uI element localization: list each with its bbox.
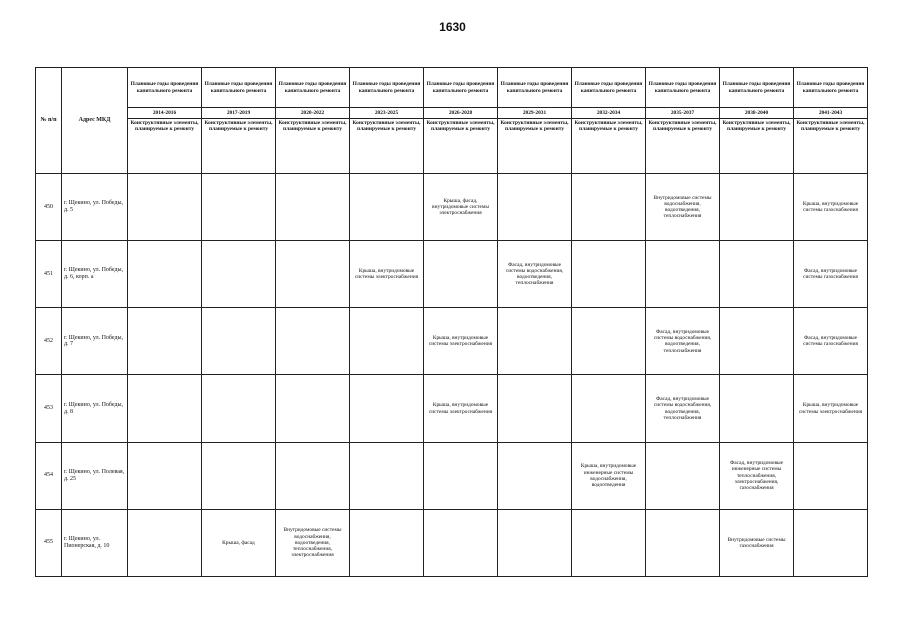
table-cell	[720, 308, 794, 375]
header-elements-5: Конструктивные элементы, планируемые к ремонту	[424, 119, 498, 174]
table-cell	[424, 509, 498, 576]
table-cell: Фасад, внутридомовые инженерные системы теплоснабжения, электроснабжения, газоснабжения	[720, 442, 794, 509]
row-address: г. Щекино, ул. Победы, д. 5	[62, 174, 128, 241]
table-cell	[424, 442, 498, 509]
table-cell: Крыша, внутридомовые системы электроснабжения	[424, 308, 498, 375]
header-address: Адрес МКД	[62, 68, 128, 174]
header-row-planned	[36, 68, 868, 108]
header-elements-1: Конструктивные элементы, планируемые к ремонту	[128, 119, 202, 174]
header-elements-9: Конструктивные элементы, планируемые к ремонту	[720, 119, 794, 174]
table-cell	[646, 442, 720, 509]
header-row-periods	[36, 108, 868, 119]
table-cell	[276, 241, 350, 308]
table-cell	[128, 375, 202, 442]
table-cell	[720, 174, 794, 241]
table-cell	[498, 442, 572, 509]
table-cell: Фасад, внутридомовые системы водоснабжения, водоотведения, теплоснабжения	[646, 308, 720, 375]
row-number: 455	[36, 509, 62, 576]
header-period-7: 2032-2034	[572, 108, 646, 119]
table-cell	[424, 241, 498, 308]
table-cell	[720, 241, 794, 308]
table-row	[36, 241, 868, 308]
row-number: 453	[36, 375, 62, 442]
header-period-5: 2026-2028	[424, 108, 498, 119]
table-cell	[350, 442, 424, 509]
row-number: 450	[36, 174, 62, 241]
table-cell	[646, 509, 720, 576]
row-address: г. Щекино, ул. Победы, д. 7	[62, 308, 128, 375]
header-period-1: 2014-2016	[128, 108, 202, 119]
header-period-10: 2041-2043	[794, 108, 868, 119]
table-cell: Фасад, внутридомовые системы водоснабжения, водоотведения, теплоснабжения	[498, 241, 572, 308]
row-number: 454	[36, 442, 62, 509]
table-cell	[572, 241, 646, 308]
table-row	[36, 174, 868, 241]
header-period-9: 2038-2040	[720, 108, 794, 119]
header-elements-8: Конструктивные элементы, планируемые к ремонту	[646, 119, 720, 174]
table-cell	[794, 509, 868, 576]
table-cell	[498, 308, 572, 375]
header-planned-3: Плановые годы проведения капитального ремонта	[276, 68, 350, 108]
table-cell	[572, 174, 646, 241]
table-cell	[128, 509, 202, 576]
page-number: 1630	[439, 20, 466, 34]
table-cell	[128, 308, 202, 375]
table-cell: Крыша, внутридомовые системы электроснабжения	[350, 241, 424, 308]
table-cell	[350, 174, 424, 241]
row-address: г. Щекино, ул. Победы, д. 6, корп. а	[62, 241, 128, 308]
table-cell	[202, 442, 276, 509]
header-planned-1: Плановые годы проведения капитального ремонта	[128, 68, 202, 108]
header-planned-10: Плановые годы проведения капитального ремонта	[794, 68, 868, 108]
header-planned-7: Плановые годы проведения капитального ремонта	[572, 68, 646, 108]
table-cell: Крыша, внутридомовые системы электроснабжения	[794, 375, 868, 442]
header-period-2: 2017-2019	[202, 108, 276, 119]
table-cell	[350, 308, 424, 375]
table-cell: Крыша, фасад, внутридомовые системы электроснабжения	[424, 174, 498, 241]
table-cell	[276, 174, 350, 241]
header-num: № п/п	[36, 68, 62, 174]
header-elements-6: Конструктивные элементы, планируемые к ремонту	[498, 119, 572, 174]
table-cell: Крыша, внутридомовые системы газоснабжения	[794, 174, 868, 241]
table-cell	[498, 509, 572, 576]
table-cell	[276, 442, 350, 509]
row-address: г. Щекино, ул. Победы, д. 8	[62, 375, 128, 442]
table-cell	[128, 241, 202, 308]
header-period-6: 2029-2031	[498, 108, 572, 119]
row-address: г. Щекино, ул. Полевая, д. 25	[62, 442, 128, 509]
table-cell	[572, 308, 646, 375]
header-planned-5: Плановые годы проведения капитального ремонта	[424, 68, 498, 108]
table-cell: Фасад, внутридомовые системы газоснабжения	[794, 308, 868, 375]
header-elements-4: Конструктивные элементы, планируемые к ремонту	[350, 119, 424, 174]
header-period-8: 2035-2037	[646, 108, 720, 119]
table-cell	[202, 174, 276, 241]
header-planned-2: Плановые годы проведения капитального ремонта	[202, 68, 276, 108]
row-number: 452	[36, 308, 62, 375]
table-row	[36, 308, 868, 375]
table-cell: Фасад, внутридомовые системы газоснабжения	[794, 241, 868, 308]
row-address: г. Щекино, ул. Пионерская, д. 10	[62, 509, 128, 576]
table-cell	[202, 241, 276, 308]
table-cell	[350, 509, 424, 576]
table-cell: Внутридомовые системы водоснабжения, водоотведения, теплоснабжения	[646, 174, 720, 241]
row-number: 451	[36, 241, 62, 308]
table-cell	[128, 174, 202, 241]
table-row	[36, 442, 868, 509]
header-period-3: 2020-2022	[276, 108, 350, 119]
header-elements-2: Конструктивные элементы, планируемые к ремонту	[202, 119, 276, 174]
table-cell	[498, 375, 572, 442]
header-planned-9: Плановые годы проведения капитального ремонта	[720, 68, 794, 108]
table-cell	[498, 174, 572, 241]
table-cell	[350, 375, 424, 442]
table-cell	[276, 375, 350, 442]
table-cell: Крыша, внутридомовые системы электроснабжения	[424, 375, 498, 442]
table-cell	[720, 375, 794, 442]
header-period-4: 2023-2025	[350, 108, 424, 119]
header-planned-6: Плановые годы проведения капитального ремонта	[498, 68, 572, 108]
table-cell	[572, 509, 646, 576]
table-cell	[646, 241, 720, 308]
table-cell: Крыша, внутридомовые инженерные системы водоснабжения, водоотведения	[572, 442, 646, 509]
table-cell: Внутридомовые системы газоснабжения	[720, 509, 794, 576]
table-row	[36, 509, 868, 576]
table-cell	[202, 308, 276, 375]
table-cell	[128, 442, 202, 509]
header-planned-8: Плановые годы проведения капитального ремонта	[646, 68, 720, 108]
table-cell	[572, 375, 646, 442]
header-elements-3: Конструктивные элементы, планируемые к ремонту	[276, 119, 350, 174]
table-cell: Внутридомовые системы водоснабжения, водоотведения, теплоснабжения, электроснабжения	[276, 509, 350, 576]
table-cell	[202, 375, 276, 442]
table-cell	[276, 308, 350, 375]
table-cell: Фасад, внутридомовые системы водоснабжения, водоотведения, теплоснабжения	[646, 375, 720, 442]
header-planned-4: Плановые годы проведения капитального ремонта	[350, 68, 424, 108]
header-row-elements	[36, 119, 868, 174]
repair-schedule-table	[35, 67, 868, 577]
table-cell	[794, 442, 868, 509]
table-cell: Крыша, фасад	[202, 509, 276, 576]
header-elements-10: Конструктивные элементы, планируемые к ремонту	[794, 119, 868, 174]
table-row	[36, 375, 868, 442]
header-elements-7: Конструктивные элементы, планируемые к ремонту	[572, 119, 646, 174]
